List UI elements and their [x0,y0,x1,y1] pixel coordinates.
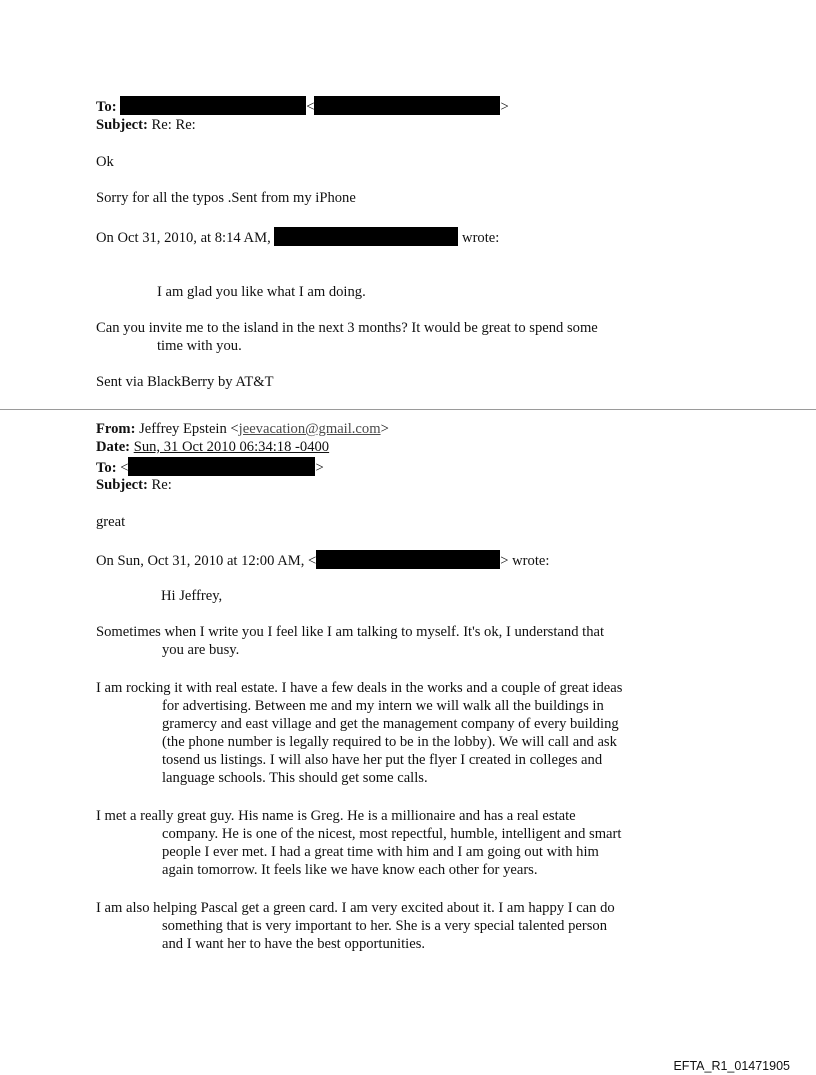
quoted-paragraph-cont: time with you. [157,338,242,354]
subject-line [96,116,196,134]
quote-intro-text-2: On Sun, Oct 31, 2010 at 12:00 AM, < [96,553,317,569]
quote-intro-2 [96,550,549,570]
paragraph-line: and I want her to have the best opportunities. [162,936,426,952]
redacted-sender-name [274,227,458,246]
from-label: From: [96,421,136,437]
paragraph [96,679,622,787]
date-line [96,438,329,456]
paragraph-line: gramercy and east village and get the management company of every building [162,716,619,732]
paragraph-line: again tomorrow. It feels like we have know each other for years. [162,862,538,878]
quoted-line: I am glad you like what I am doing. [157,284,366,300]
angle-close-2: > [315,460,324,476]
paragraph-line: company. He is one of the nicest, most repectful, humble, intelligent and smart [162,826,622,842]
paragraph-line: I met a really great guy. His name is Greg. He is a millionaire and has a real estate [96,808,576,824]
redacted-recipient-name [120,96,306,115]
paragraph [96,623,604,659]
redacted-recipient-email [314,96,500,115]
angle-open-2: < [120,460,129,476]
date-text: Sun, 31 Oct 2010 06:34:18 -0400 [133,439,330,455]
separator-line [0,409,816,410]
redacted-sender-email [316,550,500,569]
subject-label-2: Subject: [96,477,148,493]
body-ok: Ok [96,154,114,170]
document-id: EFTA_R1_01471905 [673,1059,790,1073]
paragraph-line: you are busy. [162,642,240,658]
date-label: Date: [96,439,131,455]
greeting: Hi Jeffrey, [161,588,223,604]
body-great: great [96,514,126,530]
subject-line-2 [96,476,172,494]
from-line [96,420,389,438]
iphone-signature: Sorry for all the typos .Sent from my iPhone [96,190,356,206]
quoted-paragraph [96,319,598,355]
paragraph [96,899,615,953]
quoted-paragraph-line: Can you invite me to the island in the next 3 months? It would be great to spend some [96,320,598,336]
paragraph-line: I am also helping Pascal get a green card. I am very excited about it. I am happy I can do [96,900,615,916]
quote-intro-1 [96,227,499,247]
from-name: Jeffrey Epstein < [139,421,239,437]
paragraph-line: tosend us listings. I will also have her put the flyer I created in colleges and [162,752,603,768]
paragraph-line: I am rocking it with real estate. I have a few deals in the works and a couple of great ideas [96,680,623,696]
paragraph-line: Sometimes when I write you I feel like I am talking to myself. It's ok, I understand that [96,624,605,640]
to-line [96,96,509,116]
to-label: To: [96,99,117,115]
subject-text-2: Re: [151,477,172,493]
to-label-2: To: [96,460,117,476]
angle-open: < [306,99,315,115]
subject-text: Re: Re: [151,117,196,133]
angle-close: > [500,99,509,115]
subject-label: Subject: [96,117,148,133]
to-line-2 [96,457,324,477]
redacted-recipient-email-2 [128,457,315,476]
paragraph-line: people I ever met. I had a great time with him and I am going out with him [162,844,599,860]
paragraph [96,807,621,879]
quote-intro-text: On Oct 31, 2010, at 8:14 AM, [96,230,271,246]
quote-intro-wrote-2: > wrote: [500,553,550,569]
sender-email-link[interactable]: jeevacation@gmail.com [238,421,381,437]
blackberry-signature: Sent via BlackBerry by AT&T [96,374,274,390]
quote-intro-wrote: wrote: [462,230,500,246]
paragraph-line: for advertising. Between me and my intern we will walk all the buildings in [162,698,604,714]
paragraph-line: language schools. This should get some calls. [162,770,428,786]
paragraph-line: (the phone number is legally required to be in the lobby). We will call and ask [162,734,617,750]
paragraph-line: something that is very important to her. She is a very special talented person [162,918,608,934]
from-angle-close: > [380,421,389,437]
